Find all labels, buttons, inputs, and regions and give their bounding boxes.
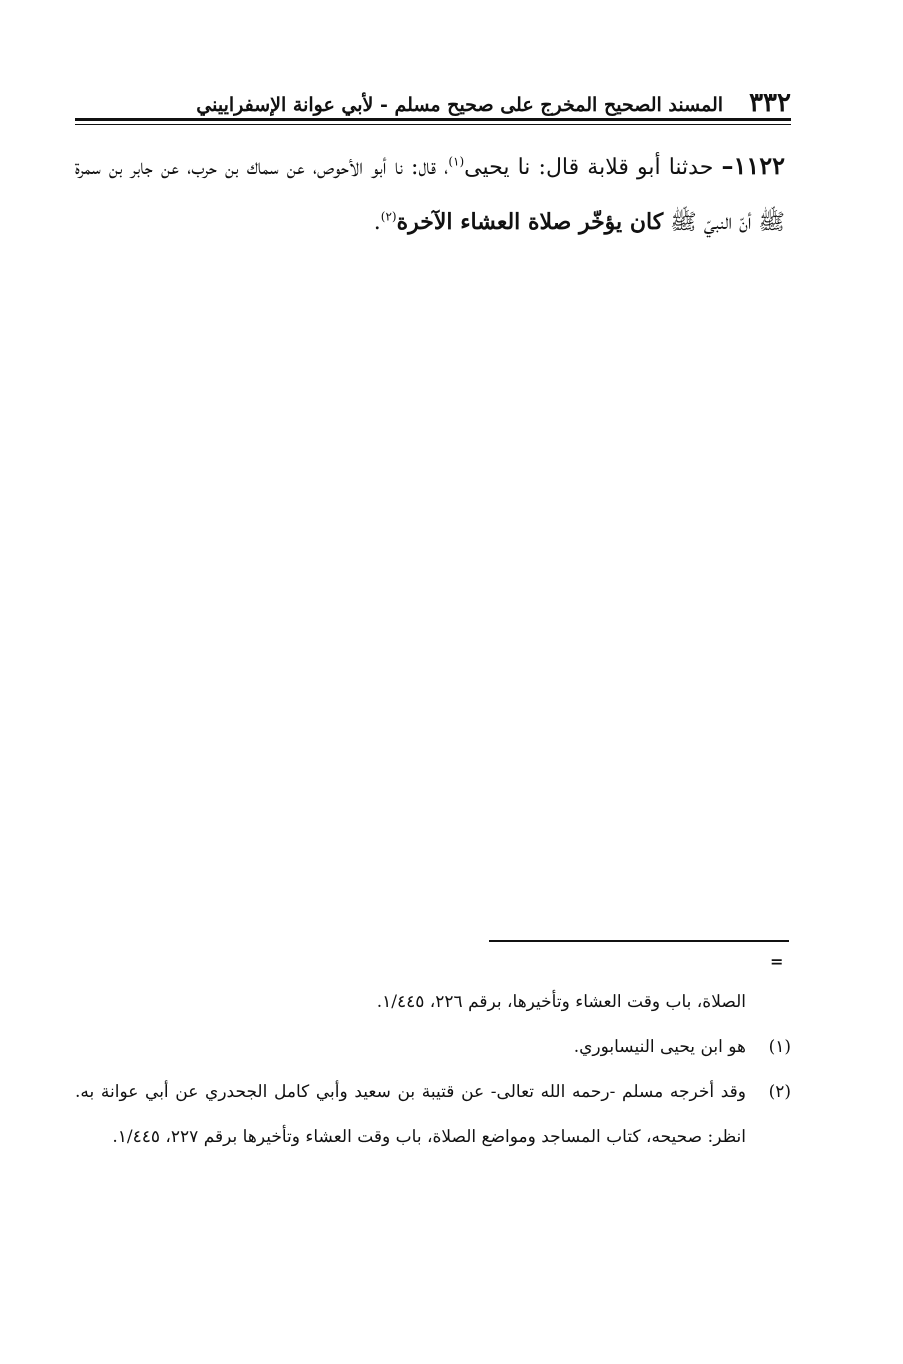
- footnote-continuation: الصلاة، باب وقت العشاء وتأخيرها، برقم ٢٢٦، ١/٤٤٥.: [376, 992, 746, 1012]
- footnote-2-mark: (٢): [768, 1082, 791, 1102]
- footnote-separator: [489, 940, 789, 942]
- footnote-continuation-mark: =: [770, 952, 784, 971]
- hadith-matn-bold: كان يؤخّر صلاة العشاء الآخرة: [396, 209, 664, 235]
- running-title: المسند الصحيح المخرج على صحيح مسلم - لأبي عوانة الإسفراييني: [196, 94, 724, 117]
- footnote-1: [75, 1025, 791, 1070]
- hadith-text-b: ، قال: نا أبو الأحوص، عن سماك بن حرب، عن جابر بن سمرة ﷺ أنّ النبيّ ﷺ: [75, 155, 785, 235]
- page-number: ٣٣٢: [749, 88, 791, 118]
- footnote-2-text: وقد أخرجه مسلم -رحمه الله تعالى- عن قتيبة بن سعيد وأبي كامل الجحدري عن أبي عوانة به. انظر: صحيحه، كتاب المساجد ومواضع الصلاة، باب وقت العشاء وتأخيرها برقم ٢٢٧، ١/٤٤٥.: [75, 1082, 746, 1147]
- hadith-paragraph: [75, 138, 785, 250]
- footnote-ref-2[interactable]: (٢): [380, 209, 397, 224]
- header-rule-thin: [75, 124, 791, 125]
- footnotes: [75, 980, 791, 1160]
- hadith-number: ١١٢٢: [733, 151, 786, 180]
- page-header: [75, 78, 791, 116]
- footnote-1-text: هو ابن يحيى النيسابوري.: [573, 1037, 746, 1057]
- hadith-text-a: حدثنا أبو قلابة قال: نا يحيى: [464, 155, 722, 180]
- footnote-ref-1[interactable]: (١): [448, 154, 465, 169]
- hadith-text-end: .: [373, 210, 381, 235]
- header-rule-thick: [75, 118, 791, 121]
- footnote-2: [75, 1070, 791, 1160]
- hadith-dash: –: [721, 151, 734, 180]
- footnote-1-mark: (١): [768, 1037, 791, 1057]
